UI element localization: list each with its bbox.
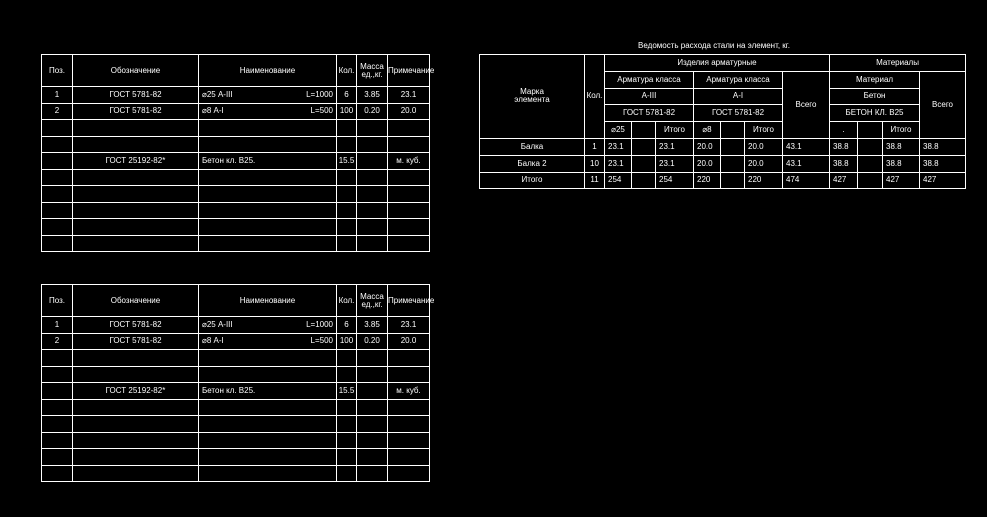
cell-name [199,153,337,170]
cell-length: L=1000 [306,319,333,329]
table-row [42,186,430,203]
cell-pos [42,366,73,383]
statement-cell-c1b [632,155,656,172]
cell-qty: 6 [337,87,357,104]
table-row [42,416,430,433]
statement-cell-c1b [632,172,656,189]
cell-designation [73,219,199,236]
cell-name [199,120,337,137]
cell-note: м. куб. [388,153,430,170]
cell-name [199,383,337,400]
cell-qty [337,465,357,482]
header-d25-total: Итого [656,122,694,139]
header-d8-total: Итого [745,122,783,139]
cell-pos: 1 [42,317,73,334]
cell-pos [42,465,73,482]
cell-length: L=500 [310,106,333,116]
statement-cell-c2b [721,155,745,172]
statement-cell-c2-total: 20.0 [745,155,783,172]
header-class1-label: Арматура класса [605,71,694,88]
cell-designation [73,399,199,416]
header-material-value: Бетон [830,88,920,105]
cell-mass [357,202,388,219]
cell-pos [42,383,73,400]
cell-designation [73,432,199,449]
table-row [42,219,430,236]
cell-name [199,449,337,466]
statement-cell-c1-total: 254 [656,172,694,189]
cell-note [388,136,430,153]
statement-cell-c2-total: 20.0 [745,138,783,155]
cell-name [199,366,337,383]
statement-cell-m-total: 38.8 [883,138,920,155]
cell-designation: ГОСТ 25192-82* [73,383,199,400]
cell-qty [337,399,357,416]
cell-pos [42,399,73,416]
cell-mass: 0.20 [357,103,388,120]
specification-table-1 [41,54,435,252]
cell-pos [42,416,73,433]
cell-qty [337,416,357,433]
cell-pos: 2 [42,103,73,120]
cell-name [199,350,337,367]
header-mass-line2: ед.,кг. [361,69,383,79]
header-mark-line2: элемента [514,95,550,105]
cell-qty: 100 [337,103,357,120]
cell-pos [42,186,73,203]
statement-cell-total-reinf: 43.1 [783,138,830,155]
cell-note [388,169,430,186]
cell-qty [337,449,357,466]
cell-name [199,416,337,433]
cell-name [199,317,337,334]
cell-designation: ГОСТ 5781-82 [73,333,199,350]
cell-length: L=1000 [306,89,333,99]
header-note: Примечание [388,55,430,87]
cell-qty: 6 [337,317,357,334]
statement-header-row-1 [480,55,966,72]
cell-note [388,120,430,137]
statement-row [480,172,966,189]
cell-note: 20.0 [388,333,430,350]
cell-pos [42,153,73,170]
cell-qty [337,120,357,137]
cell-mass [357,383,388,400]
cell-mass [357,186,388,203]
header-class1-gost: ГОСТ 5781-82 [605,105,694,122]
table-row [42,87,430,104]
cell-designation [73,136,199,153]
cell-designation: ГОСТ 25192-82* [73,153,199,170]
cell-note [388,202,430,219]
cell-name [199,169,337,186]
header-d25-empty [632,122,656,139]
statement-cell-c2b [721,138,745,155]
cell-designation [73,366,199,383]
cell-note: 23.1 [388,87,430,104]
cell-name [199,235,337,252]
cell-qty [337,366,357,383]
cell-name [199,87,337,104]
cell-pos [42,169,73,186]
statement-cell-c1: 23.1 [605,138,632,155]
header-total-mat: Всего [920,71,966,138]
header-mass [357,285,388,317]
statement-cell-c1: 254 [605,172,632,189]
spec-header-row [42,55,430,87]
table-row [42,153,430,170]
statement-cell-c2: 20.0 [694,138,721,155]
statement-cell-total-mat: 38.8 [920,138,966,155]
cell-mass [357,169,388,186]
header-qty: Кол. [585,55,605,139]
header-designation: Обозначение [73,55,199,87]
cell-name [199,219,337,236]
header-class2-gost: ГОСТ 5781-82 [694,105,783,122]
cell-mass [357,432,388,449]
statement-cell-c2: 20.0 [694,155,721,172]
cell-qty [337,169,357,186]
cell-designation: ГОСТ 5781-82 [73,103,199,120]
table-row [42,366,430,383]
statement-cell-mark: Балка [480,138,585,155]
header-mass [357,55,388,87]
cell-name-text: ⌀8 А-I [202,336,224,346]
table-row [42,350,430,367]
statement-cell-c1-total: 23.1 [656,138,694,155]
cell-mass [357,219,388,236]
header-qty: Кол. [337,285,357,317]
cell-qty [337,186,357,203]
cell-name [199,399,337,416]
statement-cell-total-mat: 38.8 [920,155,966,172]
header-d25: ⌀25 [605,122,632,139]
statement-cell-total-reinf: 474 [783,172,830,189]
header-class2-value: А-I [694,88,783,105]
cell-name-text: ⌀8 А-I [202,106,224,116]
statement-cell-m1: 427 [830,172,858,189]
cell-designation [73,186,199,203]
header-reinforcement-group: Изделия арматурные [605,55,830,72]
statement-cell-mark: Итого [480,172,585,189]
header-material-label: Материал [830,71,920,88]
table-row [42,202,430,219]
cell-length: L=500 [310,336,333,346]
header-pos: Поз. [42,55,73,87]
cell-pos [42,202,73,219]
header-name: Наименование [199,55,337,87]
cell-qty [337,202,357,219]
cell-designation [73,449,199,466]
header-mass-line1: Масса [360,61,384,71]
cell-pos [42,120,73,137]
spec-header-row [42,285,430,317]
header-mat-sub: . [830,122,858,139]
cell-qty [337,235,357,252]
cell-designation: ГОСТ 5781-82 [73,317,199,334]
table-row [42,432,430,449]
cell-name [199,186,337,203]
cell-pos [42,449,73,466]
table-row [42,317,430,334]
table-row [42,383,430,400]
statement-cell-m-total: 427 [883,172,920,189]
cell-note: м. куб. [388,383,430,400]
cell-name [199,136,337,153]
cell-note [388,350,430,367]
statement-row [480,138,966,155]
header-designation: Обозначение [73,285,199,317]
statement-cell-c1: 23.1 [605,155,632,172]
cell-name-text: ⌀25 А-III [202,319,233,329]
cell-designation [73,169,199,186]
cell-pos: 1 [42,87,73,104]
statement-cell-c1b [632,138,656,155]
statement-cell-m1b [858,172,883,189]
statement-cell-m1: 38.8 [830,155,858,172]
table-row [42,136,430,153]
statement-cell-c1-total: 23.1 [656,155,694,172]
header-d8-empty [721,122,745,139]
cell-name [199,333,337,350]
header-mass-line2: ед.,кг. [361,299,383,309]
cell-mass [357,416,388,433]
cell-qty [337,136,357,153]
cell-name [199,432,337,449]
cell-designation: ГОСТ 5781-82 [73,87,199,104]
cell-pos [42,136,73,153]
cell-mass [357,399,388,416]
header-total-reinf: Всего [783,71,830,138]
cell-mass [357,136,388,153]
statement-cell-m1b [858,155,883,172]
statement-cell-qty: 1 [585,138,605,155]
table-row [42,169,430,186]
statement-cell-total-mat: 427 [920,172,966,189]
cell-designation [73,416,199,433]
cell-pos: 2 [42,333,73,350]
cell-note [388,449,430,466]
statement-cell-m-total: 38.8 [883,155,920,172]
cell-qty: 15.5 [337,383,357,400]
header-class2-label: Арматура класса [694,71,783,88]
statement-title: Ведомость расхода стали на элемент, кг. [638,41,790,50]
cell-note [388,416,430,433]
cell-note [388,432,430,449]
cell-name-text: ⌀25 А-III [202,89,233,99]
header-mass-line1: Масса [360,291,384,301]
statement-cell-m1: 38.8 [830,138,858,155]
steel-statement-table [479,54,966,189]
table-row [42,449,430,466]
header-name: Наименование [199,285,337,317]
cell-note [388,235,430,252]
cell-designation [73,235,199,252]
cell-note [388,219,430,236]
cell-name [199,465,337,482]
header-d8: ⌀8 [694,122,721,139]
table-row [42,333,430,350]
header-mark [480,55,585,139]
table-row [42,235,430,252]
cell-mass: 3.85 [357,317,388,334]
table-row [42,103,430,120]
cell-pos [42,219,73,236]
statement-cell-c2: 220 [694,172,721,189]
cell-designation [73,202,199,219]
cell-designation [73,350,199,367]
cell-designation [73,465,199,482]
cell-mass [357,120,388,137]
cell-name [199,202,337,219]
cell-mass [357,465,388,482]
cell-designation [73,120,199,137]
cell-note [388,399,430,416]
statement-cell-mark: Балка 2 [480,155,585,172]
statement-cell-c2b [721,172,745,189]
statement-cell-qty: 11 [585,172,605,189]
cell-qty: 15.5 [337,153,357,170]
cell-name-text: Бетон кл. В25. [202,385,256,395]
cell-mass: 3.85 [357,87,388,104]
header-note: Примечание [388,285,430,317]
cell-mass [357,153,388,170]
cell-qty [337,219,357,236]
statement-cell-qty: 10 [585,155,605,172]
cell-mass [357,449,388,466]
header-materials-group: Материалы [830,55,966,72]
header-pos: Поз. [42,285,73,317]
cell-note [388,186,430,203]
cell-pos [42,432,73,449]
cell-note [388,465,430,482]
header-mark-line1: Марка [520,87,544,97]
cell-note [388,366,430,383]
cell-mass [357,235,388,252]
cell-note: 23.1 [388,317,430,334]
header-class1-value: А-III [605,88,694,105]
statement-cell-m1b [858,138,883,155]
cell-qty: 100 [337,333,357,350]
header-material-class: БЕТОН КЛ. В25 [830,105,920,122]
cell-mass [357,350,388,367]
cell-name [199,103,337,120]
specification-table-2 [41,284,435,482]
cell-pos [42,350,73,367]
header-mat-empty [858,122,883,139]
statement-cell-c2-total: 220 [745,172,783,189]
cell-qty [337,432,357,449]
statement-cell-total-reinf: 43.1 [783,155,830,172]
table-row [42,399,430,416]
statement-row [480,155,966,172]
table-row [42,120,430,137]
cell-note: 20.0 [388,103,430,120]
cell-pos [42,235,73,252]
cell-qty [337,350,357,367]
cell-mass: 0.20 [357,333,388,350]
header-mat-total: Итого [883,122,920,139]
header-qty: Кол. [337,55,357,87]
cell-name-text: Бетон кл. В25. [202,155,256,165]
table-row [42,465,430,482]
cell-mass [357,366,388,383]
